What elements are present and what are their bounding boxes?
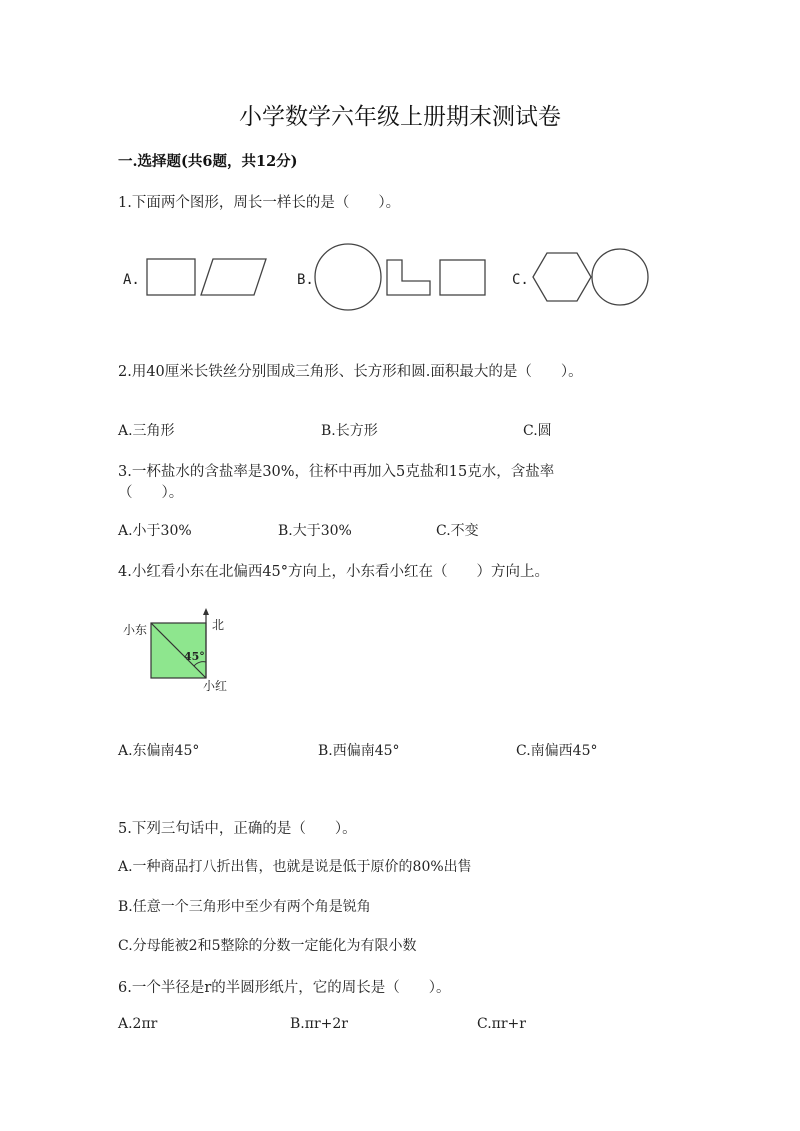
- q2-option-c: C.圆: [523, 423, 552, 439]
- q1-option-a-label: A.: [123, 272, 140, 288]
- q3-option-c: C.不变: [436, 523, 479, 539]
- question-2-text: 2.用40厘米长铁丝分别围成三角形、长方形和圆.面积最大的是（ ）。: [118, 364, 583, 380]
- q4-label-xiaohong: 小红: [203, 679, 228, 693]
- question-1-text: 1.下面两个图形，周长一样长的是（ ）。: [118, 195, 401, 211]
- q5-option-a: A.一种商品打八折出售，也就是说是低于原价的80%出售: [118, 859, 472, 875]
- section-heading: 一.选择题(共6题，共12分): [118, 153, 298, 170]
- q4-option-b: B.西偏南45°: [318, 743, 400, 759]
- question-6-text: 6.一个半径是r的半圆形纸片，它的周长是（ ）。: [118, 980, 451, 996]
- q1-option-c-label: C.: [512, 272, 529, 288]
- q4-label-xiaodong: 小东: [123, 623, 148, 637]
- q6-option-b: B.πr+2r: [290, 1016, 348, 1032]
- north-arrow-icon: [203, 608, 209, 615]
- question-5-text: 5.下列三句话中，正确的是（ ）。: [118, 821, 357, 837]
- question-4-text: 4.小红看小东在北偏西45°方向上，小东看小红在（ ）方向上。: [118, 564, 550, 580]
- q6-option-c: C.πr+r: [477, 1016, 526, 1032]
- q4-label-angle: 45°: [184, 650, 205, 663]
- q2-option-a: A.三角形: [118, 423, 175, 439]
- q1-option-b-label: B.: [297, 272, 314, 288]
- q2-option-b: B.长方形: [321, 423, 378, 439]
- q3-option-a: A.小于30%: [118, 523, 192, 539]
- q3-option-b: B.大于30%: [278, 523, 352, 539]
- q6-option-a: A.2πr: [118, 1016, 158, 1032]
- q4-label-north: 北: [212, 618, 225, 632]
- q5-option-c: C.分母能被2和5整除的分数一定能化为有限小数: [118, 938, 417, 954]
- question-3-text-line2: （ ）。: [118, 485, 184, 501]
- q4-option-a: A.东偏南45°: [118, 743, 200, 759]
- question-3-text-line1: 3.一杯盐水的含盐率是30%，往杯中再加入5克盐和15克水，含盐率: [118, 464, 555, 480]
- q5-option-b: B.任意一个三角形中至少有两个角是锐角: [118, 899, 371, 915]
- page-title: 小学数学六年级上册期末测试卷: [239, 104, 561, 130]
- q4-option-c: C.南偏西45°: [516, 743, 598, 759]
